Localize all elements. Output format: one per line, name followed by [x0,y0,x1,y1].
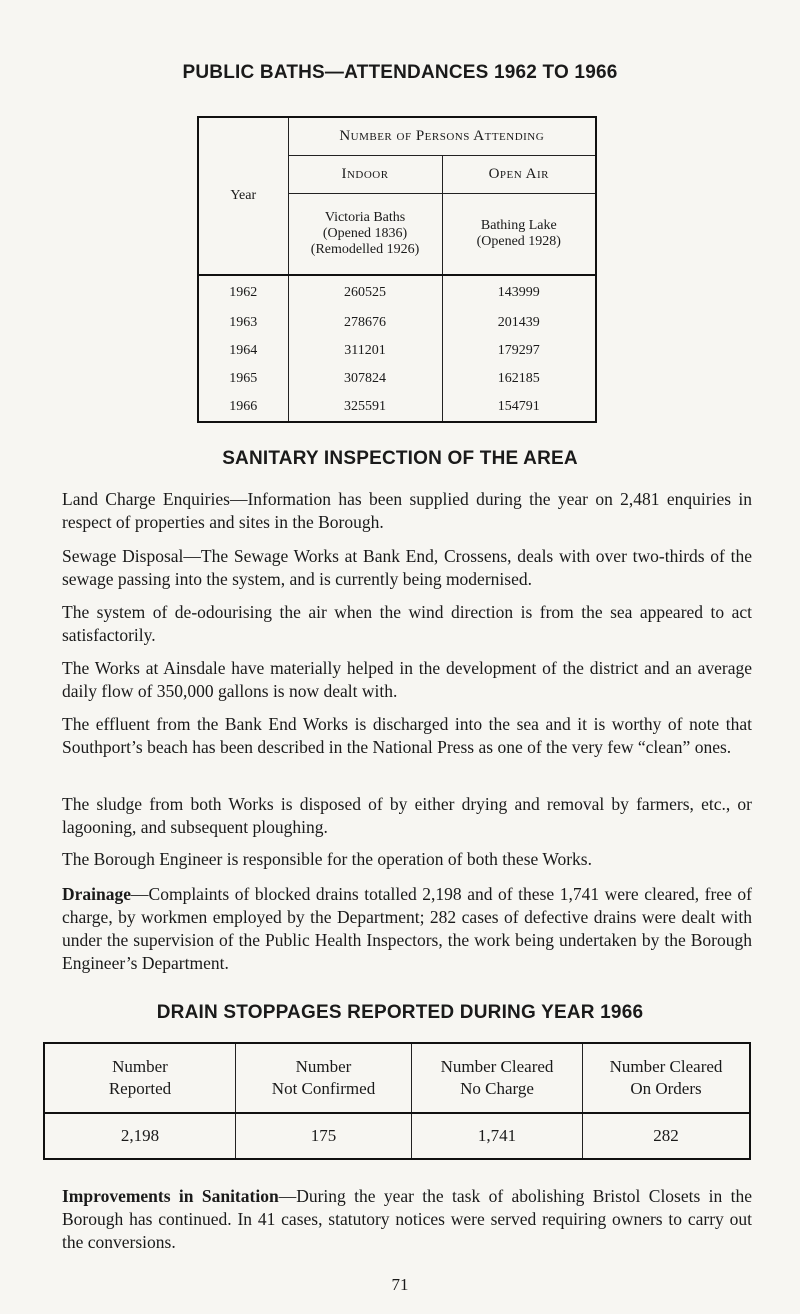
land-charge-paragraph: Land Charge Enquiries—Information has been supplied during the year on 2,481 enquiries in respect of properties and sites in the Borough. [62,489,752,532]
header-line: Number [112,1057,168,1076]
victoria-opened: (Opened 1836) [322,225,408,241]
header-line: Number Cleared [440,1057,554,1076]
open-air-header: Open Air [442,155,596,193]
value-cleared-on-orders: 282 [583,1113,751,1159]
page-number: 71 [391,1275,409,1294]
sanitary-title: SANITARY INSPECTION OF THE AREA [222,448,578,469]
year-cell: 1965 [229,371,258,386]
baths-title: PUBLIC BATHS—ATTENDANCES 1962 TO 1966 [182,62,618,83]
value-not-confirmed: 175 [236,1113,412,1159]
drain-stoppages-table [43,1042,751,1160]
open-air-cell: 179297 [442,337,596,365]
year-header: Year [230,188,257,203]
header-cleared-on-orders [583,1043,751,1113]
borough-engineer-paragraph: The Borough Engineer is responsible for the operation of both these Works. [62,849,592,869]
victoria-remodelled: (Remodelled 1926) [310,241,420,257]
lake-name: Bathing Lake [480,217,557,233]
drainage-paragraph [62,883,752,975]
open-air-cell: 201439 [442,309,596,337]
year-cell: 1962 [198,275,288,309]
improvements-paragraph [62,1185,752,1254]
drainage-text: —Complaints of blocked drains totalled 2,198 and of these 1,741 were cleared, free of charge, by workmen employed by the Department; 282 cases of defective drains were dealt with under the supervision of the Public Health Inspectors, the work being undertaken by the Borough Engineer’s Department. [62,884,752,973]
header-not-confirmed [236,1043,412,1113]
bathing-lake-header [442,193,596,275]
header-reported [44,1043,236,1113]
persons-attending-header: Number of Persons Attending [288,117,596,155]
drains-title: DRAIN STOPPAGES REPORTED DURING YEAR 1966 [156,1002,644,1023]
value-cleared-no-charge: 1,741 [412,1113,583,1159]
open-air-cell: 162185 [442,365,596,393]
header-line: Number [295,1057,352,1076]
open-air-cell: 143999 [442,275,596,309]
indoor-cell: 278676 [288,309,442,337]
improvements-label: Improvements in Sanitation [62,1186,279,1206]
sludge-paragraph: The sludge from both Works is disposed of by either drying and removal by farmers, etc., or lagooning, and subsequent ploughing. [62,794,752,837]
lake-opened: (Opened 1928) [476,233,561,249]
header-cleared-no-charge [412,1043,583,1113]
header-line: Number Cleared [609,1057,723,1076]
ainsdale-paragraph: The Works at Ainsdale have materially helped in the development of the district and an average daily flow of 350,000 gallons is now dealt with. [62,658,752,701]
drainage-label: Drainage [62,884,132,904]
year-cell: 1964 [229,343,258,358]
indoor-cell: 260525 [288,275,442,309]
improvements-text: —During the year the task of abolishing Bristol Closets in the Borough has continued. In 41 cases, statutory notices were served requiring owners to carry out the conversions. [62,1186,752,1252]
open-air-cell: 154791 [442,393,596,422]
header-line: Reported [108,1079,172,1098]
value-reported: 2,198 [120,1126,160,1145]
year-cell: 1966 [229,399,258,414]
victoria-baths-header [288,193,442,275]
year-cell: 1963 [229,315,258,330]
indoor-cell: 311201 [288,337,442,365]
sewage-disposal-paragraph: Sewage Disposal—The Sewage Works at Bank End, Crossens, deals with over two-thirds of the sewage passing into the system, and is currently being modernised. [62,546,752,589]
header-line: No Charge [460,1079,534,1098]
indoor-header: Indoor [288,155,442,193]
indoor-cell: 307824 [288,365,442,393]
effluent-paragraph: The effluent from the Bank End Works is discharged into the sea and it is worthy of note that Southport’s beach has been described in the National Press as one of the very few “clean” ones. [62,714,752,757]
baths-attendance-table [197,116,597,423]
indoor-cell: 325591 [288,393,442,422]
victoria-name: Victoria Baths [324,209,406,225]
header-line: Not Confirmed [271,1079,376,1098]
header-line: On Orders [630,1079,702,1098]
deodourising-paragraph: The system of de-odourising the air when the wind direction is from the sea appeared to act satisfactorily. [62,602,752,645]
